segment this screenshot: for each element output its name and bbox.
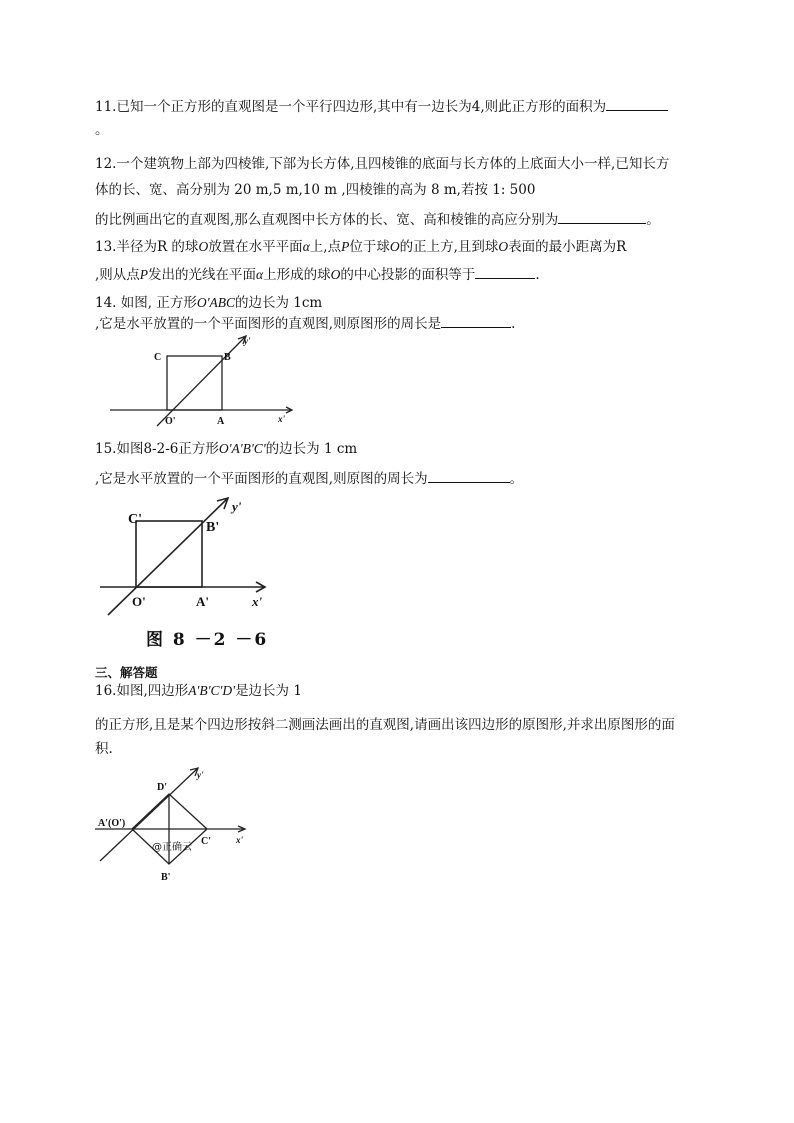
q13-text: 发出的光线在平面 <box>148 267 257 283</box>
q16-label-x: x' <box>236 835 244 845</box>
q15-label-A: A' <box>196 594 209 609</box>
q16-text: 16.如图,四边形 <box>95 683 189 699</box>
q13-text: 放置在水平平面 <box>208 239 303 255</box>
q13-sym-P: P <box>341 239 350 254</box>
q13-text: 的正上方,且到球 <box>399 239 499 255</box>
q13-sym-P: P <box>139 267 149 282</box>
q12-text-1: 12.一个建筑物上部为四棱锥,下部为长方体,且四棱锥的底面与长方体的上底面大小一样,已知长方 <box>95 156 670 172</box>
q14-text: 的边长为 1cm <box>234 295 323 311</box>
q14-period: . <box>511 316 516 332</box>
q12-line-1 <box>95 155 669 173</box>
q13-text: 表面的最小距离为R <box>508 239 627 255</box>
q15-y-axis <box>108 498 228 615</box>
q13-text: 位于球 <box>349 239 390 255</box>
q11-text: 11.已知一个正方形的直观图是一个平行四边形,其中有一边长为4,则此正方形的面积为 <box>95 99 607 115</box>
q13-sym-O: O <box>389 239 400 254</box>
q16-text: 积. <box>95 741 113 757</box>
q12-text-2: 体的长、宽、高分别为 20 m,5 m,10 m ,四棱锥的高为 8 m,若按 1: 500 <box>95 182 536 198</box>
q15-line-1 <box>95 440 357 458</box>
q14-text: 14. 如图, 正方形 <box>95 295 197 311</box>
q16-quad-name: A'B'C'D' <box>188 683 236 698</box>
q12-line-3 <box>95 209 660 229</box>
section-3-heading: 三、解答题 <box>95 665 158 680</box>
q15-square-name: O'A'B'C' <box>218 441 266 456</box>
q16-label-y: y' <box>197 770 204 780</box>
q14-label-C: C <box>154 352 162 363</box>
q13-sym-alpha: α <box>256 267 264 282</box>
q12-answer-blank[interactable] <box>558 209 646 224</box>
q14-square-name: O'ABC <box>196 295 235 310</box>
q14-line-1 <box>95 294 322 312</box>
q11-line-2 <box>95 121 109 139</box>
q16-line-2 <box>95 716 675 734</box>
watermark-text: @正确云 <box>152 842 192 853</box>
q14-label-A: A <box>217 416 225 427</box>
q15-text: 的边长为 1 cm <box>265 441 358 457</box>
q15-text: ,它是水平放置的一个平面图形的直观图,则原图的周长为 <box>95 471 428 487</box>
q15-period: 。 <box>509 471 524 487</box>
q13-text: 上形成的球 <box>263 267 331 283</box>
q15-label-B: B' <box>206 520 220 535</box>
q14-label-x: x' <box>278 414 286 424</box>
q14-figure <box>110 330 300 430</box>
q15-answer-blank[interactable] <box>428 468 510 483</box>
q15-label-C: C' <box>128 512 142 527</box>
q16-label-A: A'(O') <box>98 818 126 829</box>
q14-label-B: B <box>224 352 231 363</box>
q16-text: 是边长为 1 <box>235 683 302 699</box>
q13-sym-O: O <box>330 267 341 282</box>
q12-text-3: 的比例画出它的直观图,那么直观图中长方体的长、宽、高和棱锥的高应分别为 <box>95 212 559 228</box>
q16-figure <box>95 765 265 890</box>
q13-text: 的中心投影的面积等于 <box>340 267 476 283</box>
q16-line-1 <box>95 682 302 700</box>
q13-period: . <box>535 267 540 283</box>
q14-answer-blank[interactable] <box>441 313 511 328</box>
q11-line-1 <box>95 96 668 116</box>
q14-text: ,它是水平放置的一个平面图形的直观图,则原图形的周长是 <box>95 316 442 332</box>
q13-text: ,则从点 <box>95 267 140 283</box>
q14-square <box>167 356 222 410</box>
q13-sym-O: O <box>198 239 209 254</box>
q14-label-O: O' <box>165 416 176 427</box>
q13-line-1 <box>95 238 626 256</box>
q11-period: 。 <box>95 122 109 138</box>
q12-line-2 <box>95 181 535 199</box>
q16-line-3 <box>95 740 113 758</box>
q15-figure <box>100 495 275 620</box>
q15-text: 15.如图8-2-6正方形 <box>95 441 219 457</box>
q15-figure-caption: 图 8 －2 －6 <box>146 630 269 650</box>
q11-answer-blank[interactable] <box>606 96 668 111</box>
q15-label-y: y' <box>232 499 242 514</box>
q16-label-C: C' <box>201 836 211 847</box>
q15-label-O: O' <box>132 594 146 609</box>
q14-label-y: y' <box>244 336 251 346</box>
q13-sym-alpha: α <box>302 239 310 254</box>
q13-line-2 <box>95 264 540 284</box>
q13-answer-blank[interactable] <box>475 264 535 279</box>
q16-text: 的正方形,且是某个四边形按斜二测画法画出的直观图,请画出该四边形的原图形,并求出原图形的面 <box>95 717 675 733</box>
q15-line-2 <box>95 468 523 488</box>
q15-label-x: x' <box>252 594 263 609</box>
q16-label-D: D' <box>157 782 167 793</box>
q16-label-B: B' <box>161 872 171 883</box>
q13-text: 13.半径为R 的球 <box>95 239 199 255</box>
q13-text: 上,点 <box>309 239 342 255</box>
q13-sym-O: O <box>498 239 509 254</box>
q14-y-axis <box>157 336 246 426</box>
q12-period: 。 <box>646 212 660 228</box>
